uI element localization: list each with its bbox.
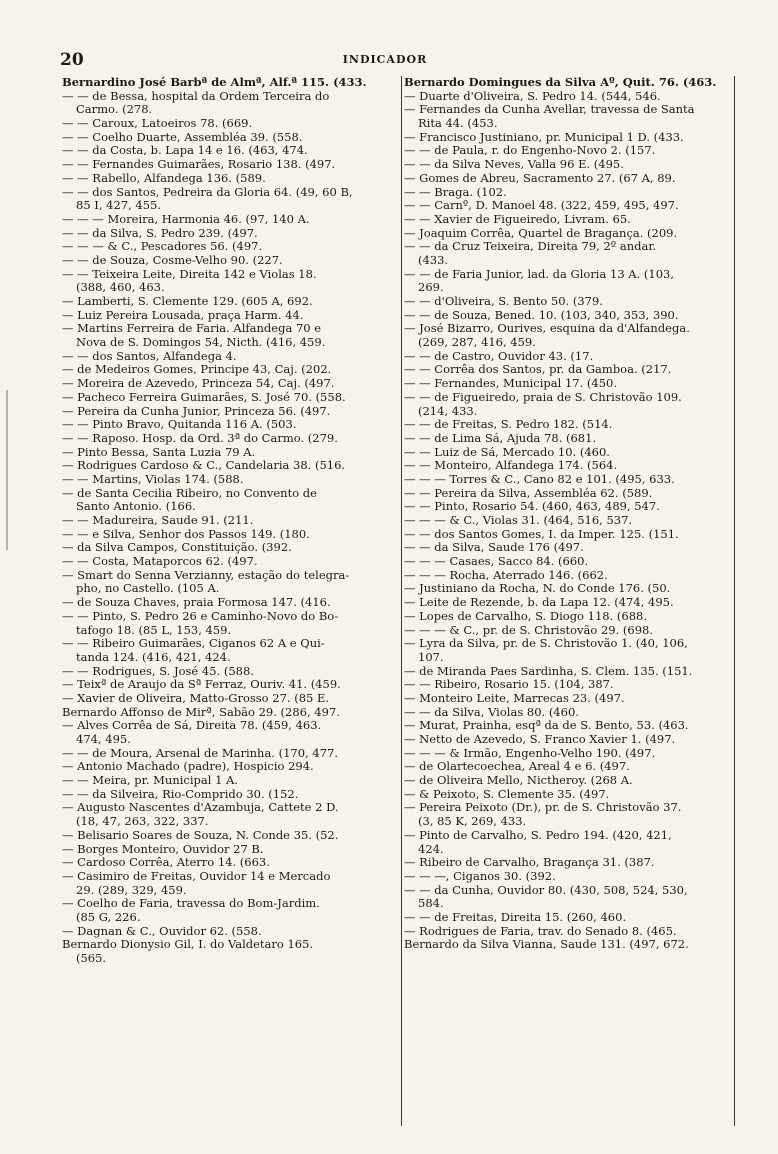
directory-entry: — — Carnº, D. Manoel 48. (322, 459, 495, 497. (404, 199, 679, 213)
directory-entry: — — de Moura, Arsenal de Marinha. (170, 477. (62, 746, 338, 760)
directory-entry: — — Martins, Violas 174. (588. (62, 472, 244, 486)
directory-entry: — Pinto Bessa, Santa Luzia 79 A. (62, 445, 256, 459)
directory-entry: — — da Cruz Teixeira, Direita 79, 2º andar. (404, 240, 657, 254)
directory-entry: — — da Silva, Saude 176 (497. (404, 541, 584, 555)
page-number: 20 (60, 50, 84, 70)
directory-entry: — da Silva Campos, Constituição. (392. (62, 541, 292, 555)
directory-entry: — Pereira da Cunha Junior, Princeza 56. (497. (62, 404, 331, 418)
margin-mark (6, 390, 30, 550)
directory-entry: — Cardoso Corrêa, Aterro 14. (663. (62, 856, 270, 870)
directory-entry: — — de Freitas, Direita 15. (260, 460. (404, 910, 627, 924)
directory-entry: — — Corrêa dos Santos, pr. da Gamboa. (217. (404, 363, 672, 377)
directory-entry: 474, 495. (76, 733, 131, 746)
running-title: INDICADOR (342, 53, 428, 66)
directory-entry: — Antonio Machado (padre), Hospicio 294. (62, 760, 314, 774)
directory-entry: — Pereira Peixoto (Dr.), pr. de S. Christovão 37. (404, 801, 682, 815)
directory-entry: — Casimiro de Freitas, Ouvidor 14 e Mercado (62, 869, 331, 883)
directory-entry: — — Coelho Duarte, Assembléa 39. (558. (62, 130, 303, 144)
directory-entry: — — de Paula, r. do Engenho-Novo 2. (157. (404, 144, 656, 158)
directory-entry: — — de Figueiredo, praia de S. Christovão 109. (404, 390, 682, 404)
directory-entry: — — Luiz de Sá, Mercado 10. (460. (404, 445, 610, 459)
directory-entry: — — Caroux, Latoeiros 78. (669. (62, 117, 253, 131)
directory-entry: — Luiz Pereira Lousada, praça Harm. 44. (62, 308, 304, 322)
directory-entry: — — —, Ciganos 30. (392. (404, 869, 556, 883)
directory-entry: — Monteiro Leite, Marrecas 23. (497. (404, 691, 625, 705)
left-column (62, 76, 402, 1126)
directory-entry: — — de Bessa, hospital da Ordem Terceira do (62, 89, 330, 103)
directory-entry: Bernardo Domingues da Silva Aº, Quit. 76. (463. (404, 76, 717, 89)
directory-entry: — de Medeiros Gomes, Principe 43, Caj. (202. (62, 363, 332, 377)
directory-entry: — Pinto de Carvalho, S. Pedro 194. (420, 421, (404, 828, 672, 842)
directory-entry: — — Fernandes Guimarães, Rosario 138. (497. (62, 158, 336, 172)
directory-entry: — Borges Monteiro, Ouvidor 27 B. (62, 842, 264, 856)
directory-entry: tafogo 18. (85 L, 153, 459. (76, 623, 232, 637)
directory-entry: — Fernandes da Cunha Avellar, travessa de Santa (404, 103, 695, 117)
directory-entry: — — de Souza, Bened. 10. (103, 340, 353, 390. (404, 308, 679, 322)
directory-entry: — — Pinto, Rosario 54. (460, 463, 489, 547. (404, 500, 660, 514)
directory-entry: — de Oliveira Mello, Nictheroy. (268 A. (404, 774, 633, 788)
directory-entry: Nova de S. Domingos 54, Nicth. (416, 459. (76, 336, 326, 350)
directory-entry: Bernardino José Barbª de Almª, Alf.ª 115. (433. (62, 76, 367, 89)
directory-entry: — — Braga. (102. (404, 185, 507, 199)
directory-entry: (3, 85 K, 269, 433. (418, 815, 527, 829)
directory-entry: — — Monteiro, Alfandega 174. (564. (404, 459, 618, 473)
directory-entry: — Leite de Rezende, b. da Lapa 12. (474, 495. (404, 596, 674, 610)
directory-entry: (269, 287, 416, 459. (418, 336, 536, 350)
column-rule (734, 76, 735, 1126)
directory-entry: 85 I, 427, 455. (76, 199, 162, 213)
right-column (404, 76, 724, 952)
directory-entry: — — Pinto Bravo, Quitanda 116 A. (503. (62, 418, 297, 432)
directory-entry: — — Madureira, Saude 91. (211. (62, 514, 254, 527)
directory-entry: — Ribeiro de Carvalho, Bragança 31. (387. (404, 856, 655, 870)
directory-entry: 584. (418, 897, 444, 911)
directory-entry: — — da Silveira, Rio-Comprido 30. (152. (62, 787, 299, 801)
directory-entry: 424. (418, 842, 444, 856)
directory-entry: — — — & C., Pescadores 56. (497. (62, 240, 263, 254)
directory-entry: — — Ribeiro, Rosario 15. (104, 387. (404, 678, 614, 692)
directory-entry: — — de Faria Junior, lad. da Gloria 13 A. (103, (404, 267, 674, 281)
directory-entry: — — da Silva, Violas 80. (460. (404, 705, 579, 719)
directory-entry: — Netto de Azevedo, S. Franco Xavier 1. (497. (404, 733, 676, 746)
directory-entry: — Gomes de Abreu, Sacramento 27. (67 A, 89. (404, 171, 676, 185)
directory-entry: (214, 433. (418, 404, 478, 418)
directory-entry: — — — Torres & C., Cano 82 e 101. (495, 633. (404, 472, 675, 486)
directory-entry: — Rodrigues Cardoso & C., Candelaria 38. (516. (62, 459, 346, 473)
directory-entry: — Dagnan & C., Ouvidor 62. (558. (62, 924, 262, 938)
directory-entry: (18, 47, 263, 322, 337. (76, 815, 209, 829)
directory-entry: — Coelho de Faria, travessa do Bom-Jardim. (62, 897, 320, 911)
directory-entry: Rita 44. (453. (418, 117, 498, 131)
directory-entry: — — de Freitas, S. Pedro 182. (514. (404, 418, 613, 432)
directory-entry: — — dos Santos, Pedreira da Gloria 64. (49, 60 B, (62, 185, 353, 199)
directory-entry: — Francisco Justiniano, pr. Municipal 1 D. (433. (404, 130, 684, 144)
directory-entry: — — Raposo. Hosp. da Ord. 3ª do Carmo. (279. (62, 431, 338, 445)
directory-entry: — — — & C., Violas 31. (464, 516, 537. (404, 514, 633, 527)
directory-entry: Bernardo da Silva Vianna, Saude 131. (497, 672. (404, 938, 689, 952)
directory-entry: — — Meira, pr. Municipal 1 A. (62, 774, 239, 788)
directory-entry: (85 G, 226. (76, 910, 141, 924)
directory-entry: — — de Lima Sá, Ajuda 78. (681. (404, 431, 597, 445)
directory-entry: — Moreira de Azevedo, Princeza 54, Caj. (497. (62, 377, 335, 391)
directory-entry: Bernardo Dionysio Gil, I. do Valdetaro 165. (62, 938, 314, 952)
directory-entry: — Lyra da Silva, pr. de S. Christovão 1. (40, 106, (404, 637, 688, 651)
directory-entry: — — Pereira da Silva, Assembléa 62. (589. (404, 486, 653, 500)
directory-entry: — Lamberti, S. Clemente 129. (605 A, 692. (62, 295, 313, 308)
directory-entry: — — — Casaes, Sacco 84. (660. (404, 555, 589, 569)
directory-entry: — de Santa Cecilia Ribeiro, no Convento de (62, 486, 317, 500)
directory-entry: — — — & C., pr. de S. Christovão 29. (698. (404, 623, 654, 637)
directory-entry: — — da Silva Neves, Valla 96 E. (495. (404, 158, 624, 172)
directory-entry: 269. (418, 281, 444, 295)
directory-entry: — Belisario Soares de Souza, N. Conde 35. (52. (62, 828, 339, 842)
directory-entry: — — Xavier de Figueiredo, Livram. 65. (404, 212, 631, 226)
directory-entry: — — da Cunha, Ouvidor 80. (430, 508, 524, 530, (404, 883, 688, 897)
directory-entry: (388, 460, 463. (76, 281, 165, 295)
directory-entry: — Alves Corrêa de Sá, Direita 78. (459, 463. (62, 719, 322, 733)
directory-entry: — José Bizarro, Ourives, esquina da d'Alfandega. (404, 322, 690, 336)
directory-entry: — — Ribeiro Guimarães, Ciganos 62 A e Qui- (62, 637, 325, 651)
directory-entry: — Lopes de Carvalho, S. Diogo 118. (688. (404, 609, 647, 623)
directory-entry: — — Pinto, S. Pedro 26 e Caminho-Novo do Bo- (62, 609, 339, 623)
directory-entry: — — Fernandes, Municipal 17. (450. (404, 377, 617, 391)
directory-entry: — Xavier de Oliveira, Matto-Grosso 27. (85 E. (62, 691, 330, 705)
directory-entry: — Joaquim Corrêa, Quartel de Bragança. (209. (404, 226, 678, 240)
directory-entry: (565. (76, 952, 107, 965)
directory-entry: — Martins Ferreira de Faria. Alfandega 70 e (62, 322, 322, 336)
directory-entry: pho, no Castello. (105 A. (76, 582, 220, 596)
directory-entry: — — — & Irmão, Engenho-Velho 190. (497. (404, 746, 656, 760)
directory-entry: — Murat, Prainha, esqª da de S. Bento, 53. (463. (404, 719, 689, 733)
directory-entry: Santo Antonio. (166. (76, 500, 196, 514)
directory-entry: — — de Souza, Cosme-Velho 90. (227. (62, 253, 283, 267)
directory-entry: — de Olartecoechea, Areal 4 e 6. (497. (404, 760, 630, 774)
directory-entry: — & Peixoto, S. Clemente 35. (497. (404, 787, 610, 801)
directory-entry: — de Miranda Paes Sardinha, S. Clem. 135. (151. (404, 664, 693, 678)
directory-entry: — — — Rocha, Aterrado 146. (662. (404, 568, 608, 582)
directory-entry: — Duarte d'Oliveira, S. Pedro 14. (544, 546. (404, 89, 661, 103)
directory-entry: — — da Silva, S. Pedro 239. (497. (62, 226, 258, 240)
directory-entry: — — Rodrigues, S. José 45. (588. (62, 664, 254, 678)
directory-entry: (433. (418, 253, 449, 267)
page-header (60, 50, 710, 70)
directory-entry: — Smart do Senna Verzianny, estação do telegra- (62, 568, 350, 582)
directory-entry: — — da Costa, b. Lapa 14 e 16. (463, 474. (62, 144, 308, 158)
directory-entry: — — Rabello, Alfandega 136. (589. (62, 171, 266, 185)
directory-entry: — — Costa, Mataporcos 62. (497. (62, 555, 258, 569)
directory-entry: — de Souza Chaves, praia Formosa 147. (416. (62, 596, 331, 610)
directory-entry: tanda 124. (416, 421, 424. (76, 650, 231, 664)
directory-entry: — — Teixeira Leite, Direita 142 e Violas 18. (62, 267, 317, 281)
directory-entry: Carmo. (278. (76, 103, 153, 117)
directory-entry: — Rodrigues de Faria, trav. do Senado 8. (465. (404, 924, 677, 938)
directory-entry: — — dos Santos Gomes, I. da Imper. 125. (151. (404, 527, 679, 541)
directory-entry: Bernardo Affonso de Mirª, Sabão 29. (286, 497. (62, 705, 340, 719)
directory-entry: — Augusto Nascentes d'Azambuja, Cattete 2 D. (62, 801, 339, 815)
directory-entry: — Pacheco Ferreira Guimarães, S. José 70. (558. (62, 390, 346, 404)
directory-entry: 107. (418, 650, 444, 664)
directory-entry: — Teixª de Araujo da Sª Ferraz, Ouriv. 41. (459. (62, 678, 341, 692)
directory-entry: — — e Silva, Senhor dos Passos 149. (180. (62, 527, 310, 541)
directory-entry: — Justiniano da Rocha, N. do Conde 176. (50. (404, 582, 671, 596)
directory-entry: 29. (289, 329, 459. (76, 883, 187, 897)
directory-entry: — — de Castro, Ouvidor 43. (17. (404, 349, 594, 363)
directory-entry: — — dos Santos, Alfandega 4. (62, 349, 237, 363)
directory-entry: — — d'Oliveira, S. Bento 50. (379. (404, 295, 603, 308)
directory-entry: — — — Moreira, Harmonia 46. (97, 140 A. (62, 212, 310, 226)
